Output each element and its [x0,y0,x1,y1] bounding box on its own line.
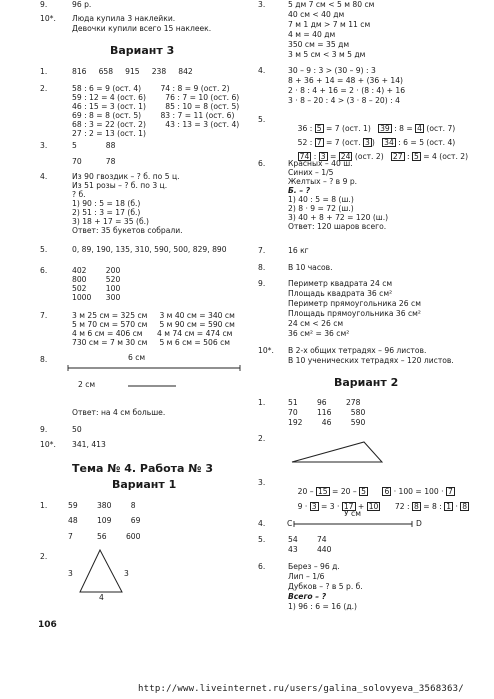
item-number: 6. [40,266,48,275]
triangle-side-label: 3 [124,569,129,578]
item-text: 40 см < 40 дм [288,10,345,19]
item-text: Всего – ? [288,592,327,601]
item-text: Периметр квадрата 24 см [288,279,393,288]
item-text: 59 380 8 [68,501,136,510]
item-text: Желтых – ? в 9 р. [288,177,358,186]
item-text: Дубков – ? в 5 р. б. [288,582,363,591]
item-text: 402 200 [72,266,121,275]
item-text: Ответ: 120 шаров всего. [288,222,387,231]
line-label: У см [344,509,361,518]
item-number: 3. [258,478,266,487]
item-text: 7 м 1 дм > 7 м 11 см [288,20,371,29]
item-text: Периметр прямоугольника 26 см [288,299,421,308]
item-text: В 10 ученических тетрадях – 120 листов. [288,356,454,365]
item-number: 8. [40,355,48,364]
item-text: 192 46 590 [288,418,366,427]
item-text: Синих – 1/5 [288,168,334,177]
page-number: 106 [38,620,57,630]
triangle-side-label: 3 [68,569,73,578]
item-text: 3 · 8 – 20 : 4 > (3 · 8 – 20) : 4 [288,96,400,105]
item-text: Площадь квадрата 36 см² [288,289,393,298]
item-text: 2) 51 : 3 = 17 (б.) [72,208,141,217]
item-number: 4. [258,66,266,75]
item-text: 1) 96 : 6 = 16 (д.) [288,602,357,611]
segment-label-bottom: 2 см [78,380,96,389]
item-text: 50 [72,425,82,434]
item-text: 5 88 [72,141,116,150]
item-text: Площадь прямоугольника 36 см² [288,309,421,318]
item-text: 43 440 [288,545,332,554]
item-text: 5 м 70 см = 570 см 5 м 90 см = 590 см [72,320,235,329]
item-text: 1000 300 [72,293,121,302]
item-text: Красных – 40 ш. [288,159,353,168]
item-number: 4. [258,519,266,528]
triangle-figure [78,548,128,598]
item-text: 7 56 600 [68,532,141,541]
item-text: 3 м 5 см < 3 м 5 дм [288,50,366,59]
boxed-line: 52 : 7 = 7 (ост. 3 ) 34 : 6 = 5 (ост. 4) [297,138,456,147]
item-text: 46 : 15 = 3 (ост. 1) 85 : 10 = 8 (ост. 5) [72,102,240,111]
item-number: 10*. [40,14,56,23]
item-text: 1) 40 : 5 = 8 (ш.) [288,195,354,204]
item-text: В 2-х общих тетрадях – 96 листов. [288,346,427,355]
item-text: ? б. [72,190,86,199]
item-number: 10*. [40,440,56,449]
item-text: Люда купила 3 наклейки. [72,14,176,23]
item-text: 4 м 6 см = 406 см 4 м 74 см = 474 см [72,329,233,338]
item-text: 5 дм 7 см < 5 м 80 см [288,0,375,9]
point-label: D [416,519,422,528]
item-number: 7. [258,246,266,255]
item-text: 48 109 69 [68,516,141,525]
item-number: 5. [40,245,48,254]
item-number: 4. [40,172,48,181]
item-text: 30 – 9 : 3 > (30 – 9) : 3 [288,66,376,75]
item-text: Ответ: на 4 см больше. [72,408,166,417]
variant-heading: Вариант 1 [112,478,177,491]
item-text: 59 : 12 = 4 (ост. 6) 76 : 7 = 10 (ост. 6) [72,93,240,102]
item-number: 9. [258,279,266,288]
item-text: 96 р. [72,0,92,9]
item-number: 6. [258,159,266,168]
item-text: Б. – ? [288,186,311,195]
item-text: 2) 8 · 9 = 72 (ш.) [288,204,354,213]
watermark-url: http://www.liveinternet.ru/users/galina_solovyeva_3568363/ [138,684,464,694]
item-number: 9. [40,0,48,9]
item-text: 3 м 25 см = 325 см 3 м 40 см = 340 см [72,311,235,320]
item-text: 730 см = 7 м 30 см 5 м 6 см = 506 см [72,338,230,347]
item-number: 1. [40,501,48,510]
item-text: 36 см² = 36 см² [288,329,350,338]
item-number: 2. [40,84,48,93]
item-text: 54 74 [288,535,327,544]
item-text: 2 · 8 : 4 + 16 = 2 · (8 : 4) + 16 [288,86,406,95]
item-number: 9. [40,425,48,434]
item-text: 350 см = 35 дм [288,40,350,49]
item-text: Лип – 1/6 [288,572,325,581]
item-number: 3. [258,0,266,9]
variant-heading: Вариант 3 [110,44,175,57]
item-text: 3) 18 + 17 = 35 (б.) [72,217,150,226]
item-text: 69 : 8 = 8 (ост. 5) 83 : 7 = 11 (ост. 6) [72,111,235,120]
item-text: Из 90 гвоздик – ? б. по 5 ц. [72,172,180,181]
item-text: 8 + 36 + 14 = 48 + (36 + 14) [288,76,404,85]
segment-label-top: 6 см [128,353,146,362]
boxed-line: 9 · 3 = 3 · 17 + 10 72 : 8 = 8 : 1 · 8 [297,502,468,511]
item-text: 1) 90 : 5 = 18 (б.) [72,199,141,208]
item-text: 27 : 2 = 13 (ост. 1) [72,129,146,138]
item-text: Из 51 розы – ? б. по 3 ц. [72,181,168,190]
item-text: 70 78 [72,157,116,166]
item-text: Девочки купили всего 15 наклеек. [72,24,212,33]
item-text: 4 м = 40 дм [288,30,336,39]
item-number: 5. [258,535,266,544]
item-text: 816 658 915 238 842 [72,67,193,76]
point-label: C [287,519,293,528]
item-number: 5. [258,115,266,124]
triangle-figure [290,440,385,466]
item-text: 341, 413 [72,440,106,449]
item-number: 10*. [258,346,274,355]
item-text: 58 : 6 = 9 (ост. 4) 74 : 8 = 9 (ост. 2) [72,84,230,93]
item-text: В 10 часов. [288,263,333,272]
item-text: Ответ: 35 букетов собрали. [72,226,183,235]
item-number: 8. [258,263,266,272]
item-text: 70 116 580 [288,408,366,417]
boxed-line: 36 : 5 = 7 (ост. 1) 39 : 8 = 4 (ост. 7) [297,124,456,133]
variant-heading: Вариант 2 [334,376,399,389]
triangle-side-label: 4 [99,593,104,602]
item-text: Берез – 96 д. [288,562,340,571]
line-segment [294,520,416,530]
item-number: 1. [40,67,48,76]
item-text: 24 см < 26 см [288,319,344,328]
item-text: 68 : 3 = 22 (ост. 2) 43 : 13 = 3 (ост. 4) [72,120,240,129]
item-number: 2. [258,434,266,443]
item-number: 6. [258,562,266,571]
item-number: 7. [40,311,48,320]
item-text: 51 96 278 [288,398,361,407]
item-number: 1. [258,398,266,407]
boxed-line: 20 – 15 = 20 – 5 6 · 100 = 100 · 7 [297,487,453,496]
section-heading: Тема № 4. Работа № 3 [72,462,214,475]
item-text: 16 кг [288,246,309,255]
item-text: 502 100 [72,284,121,293]
item-number: 2. [40,552,48,561]
item-text: 3) 40 + 8 + 72 = 120 (ш.) [288,213,389,222]
item-text: 0, 89, 190, 135, 310, 590, 500, 829, 890 [72,245,227,254]
item-number: 3. [40,141,48,150]
boxed-line: 74 : 3 = 24 (ост. 2) 27 : 5 = 4 (ост. 2) [299,152,469,161]
item-text: 800 520 [72,275,121,284]
